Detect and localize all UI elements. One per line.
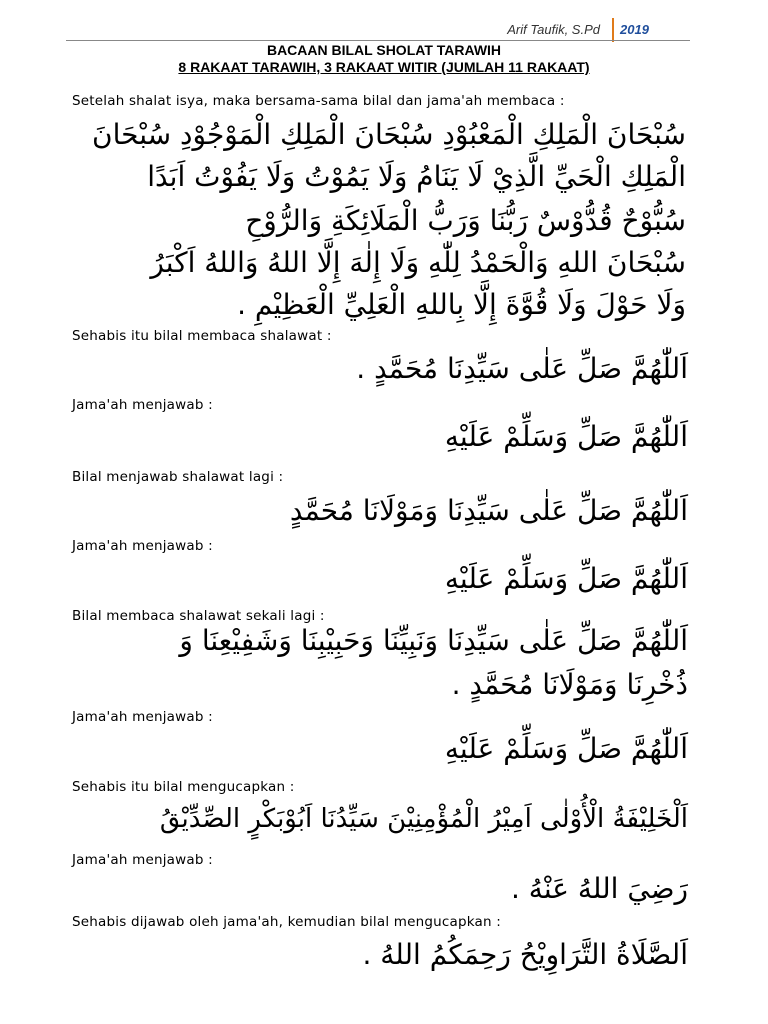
instruction-opening: Setelah shalat isya, maka bersama-sama bilal dan jama'ah membaca : bbox=[72, 93, 565, 109]
instruction-jamaah-3: Jama'ah menjawab : bbox=[72, 709, 213, 725]
header-divider bbox=[612, 18, 614, 42]
arabic-response-1: اَللّٰهُمَّ صَلِّ وَسَلِّمْ عَلَيْهِ bbox=[444, 420, 688, 453]
instruction-shalawat: Sehabis itu bilal membaca shalawat : bbox=[72, 328, 332, 344]
arabic-response-3: اَللّٰهُمَّ صَلِّ وَسَلِّمْ عَلَيْهِ bbox=[444, 732, 688, 765]
arabic-shalawat-2: اَللّٰهُمَّ صَلِّ عَلٰى سَيِّدِنَا وَمَوْلَانَا مُحَمَّدٍ bbox=[289, 494, 688, 527]
instruction-khalifah: Sehabis itu bilal mengucapkan : bbox=[72, 779, 295, 795]
arabic-shalawat-3-line-2: ذُخْرِنَا وَمَوْلَانَا مُحَمَّدٍ . bbox=[451, 668, 688, 701]
arabic-shalawat-1: اَللّٰهُمَّ صَلِّ عَلٰى سَيِّدِنَا مُحَمَّدٍ . bbox=[356, 352, 688, 385]
arabic-tasbih-line-4: سُبْحَانَ اللهِ وَالْحَمْدُ لِلّٰهِ وَلَا إِلٰهَ إِلَّا اللهُ وَاللهُ اَكْبَرُ bbox=[150, 246, 686, 279]
arabic-shalawat-3-line-1: اَللّٰهُمَّ صَلِّ عَلٰى سَيِّدِنَا وَنَبِيِّنَا وَحَبِيْبِنَا وَشَفِيْعِنَا وَ bbox=[179, 624, 688, 657]
document-subtitle: 8 RAKAAT TARAWIH, 3 RAKAAT WITIR (JUMLAH 11 RAKAAT) bbox=[178, 59, 590, 75]
arabic-tasbih-line-2: الْمَلِكِ الْحَيِّ الَّذِيْ لَا يَنَامُ وَلَا يَمُوْتُ وَلَا يَفُوْتُ اَبَدًا bbox=[147, 160, 686, 193]
instruction-closing: Sehabis dijawab oleh jama'ah, kemudian bilal mengucapkan : bbox=[72, 914, 502, 930]
page-header bbox=[0, 18, 768, 42]
instruction-jamaah-1: Jama'ah menjawab : bbox=[72, 397, 213, 413]
arabic-tasbih-line-5: وَلَا حَوْلَ وَلَا قُوَّةَ إِلَّا بِاللهِ الْعَلِيِّ الْعَظِيْمِ . bbox=[237, 288, 686, 321]
arabic-response-4: رَضِيَ اللهُ عَنْهُ . bbox=[511, 872, 688, 905]
document-title: BACAAN BILAL SHOLAT TARAWIH bbox=[266, 42, 502, 58]
arabic-response-2: اَللّٰهُمَّ صَلِّ وَسَلِّمْ عَلَيْهِ bbox=[444, 562, 688, 595]
arabic-closing: اَلصَّلَاةُ التَّرَاوِيْحُ رَحِمَكُمُ اللهُ . bbox=[362, 938, 688, 971]
arabic-tasbih-line-1: سُبْحَانَ الْمَلِكِ الْمَعْبُوْدِ سُبْحَانَ الْمَلِكِ الْمَوْجُوْدِ سُبْحَانَ bbox=[92, 118, 686, 151]
arabic-khalifah: اَلْخَلِيْفَةُ الْأُوْلٰى اَمِيْرُ الْمُؤْمِنِيْنَ سَيِّدُنَا اَبُوْبَكْرٍ الصِّدِّيْقُ bbox=[159, 804, 688, 834]
instruction-jamaah-2: Jama'ah menjawab : bbox=[72, 538, 213, 554]
instruction-jamaah-4: Jama'ah menjawab : bbox=[72, 852, 213, 868]
arabic-tasbih-line-3: سُبُّوْحٌ قُدُّوْسٌ رَبُّنَا وَرَبُّ الْمَلَائِكَةِ وَالرُّوْحِ bbox=[245, 204, 686, 237]
document-year: 2019 bbox=[620, 22, 649, 37]
header-rule bbox=[66, 40, 690, 41]
instruction-shalawat-3: Bilal membaca shalawat sekali lagi : bbox=[72, 608, 325, 624]
author-name: Arif Taufik, S.Pd bbox=[507, 22, 600, 37]
instruction-shalawat-2: Bilal menjawab shalawat lagi : bbox=[72, 469, 284, 485]
